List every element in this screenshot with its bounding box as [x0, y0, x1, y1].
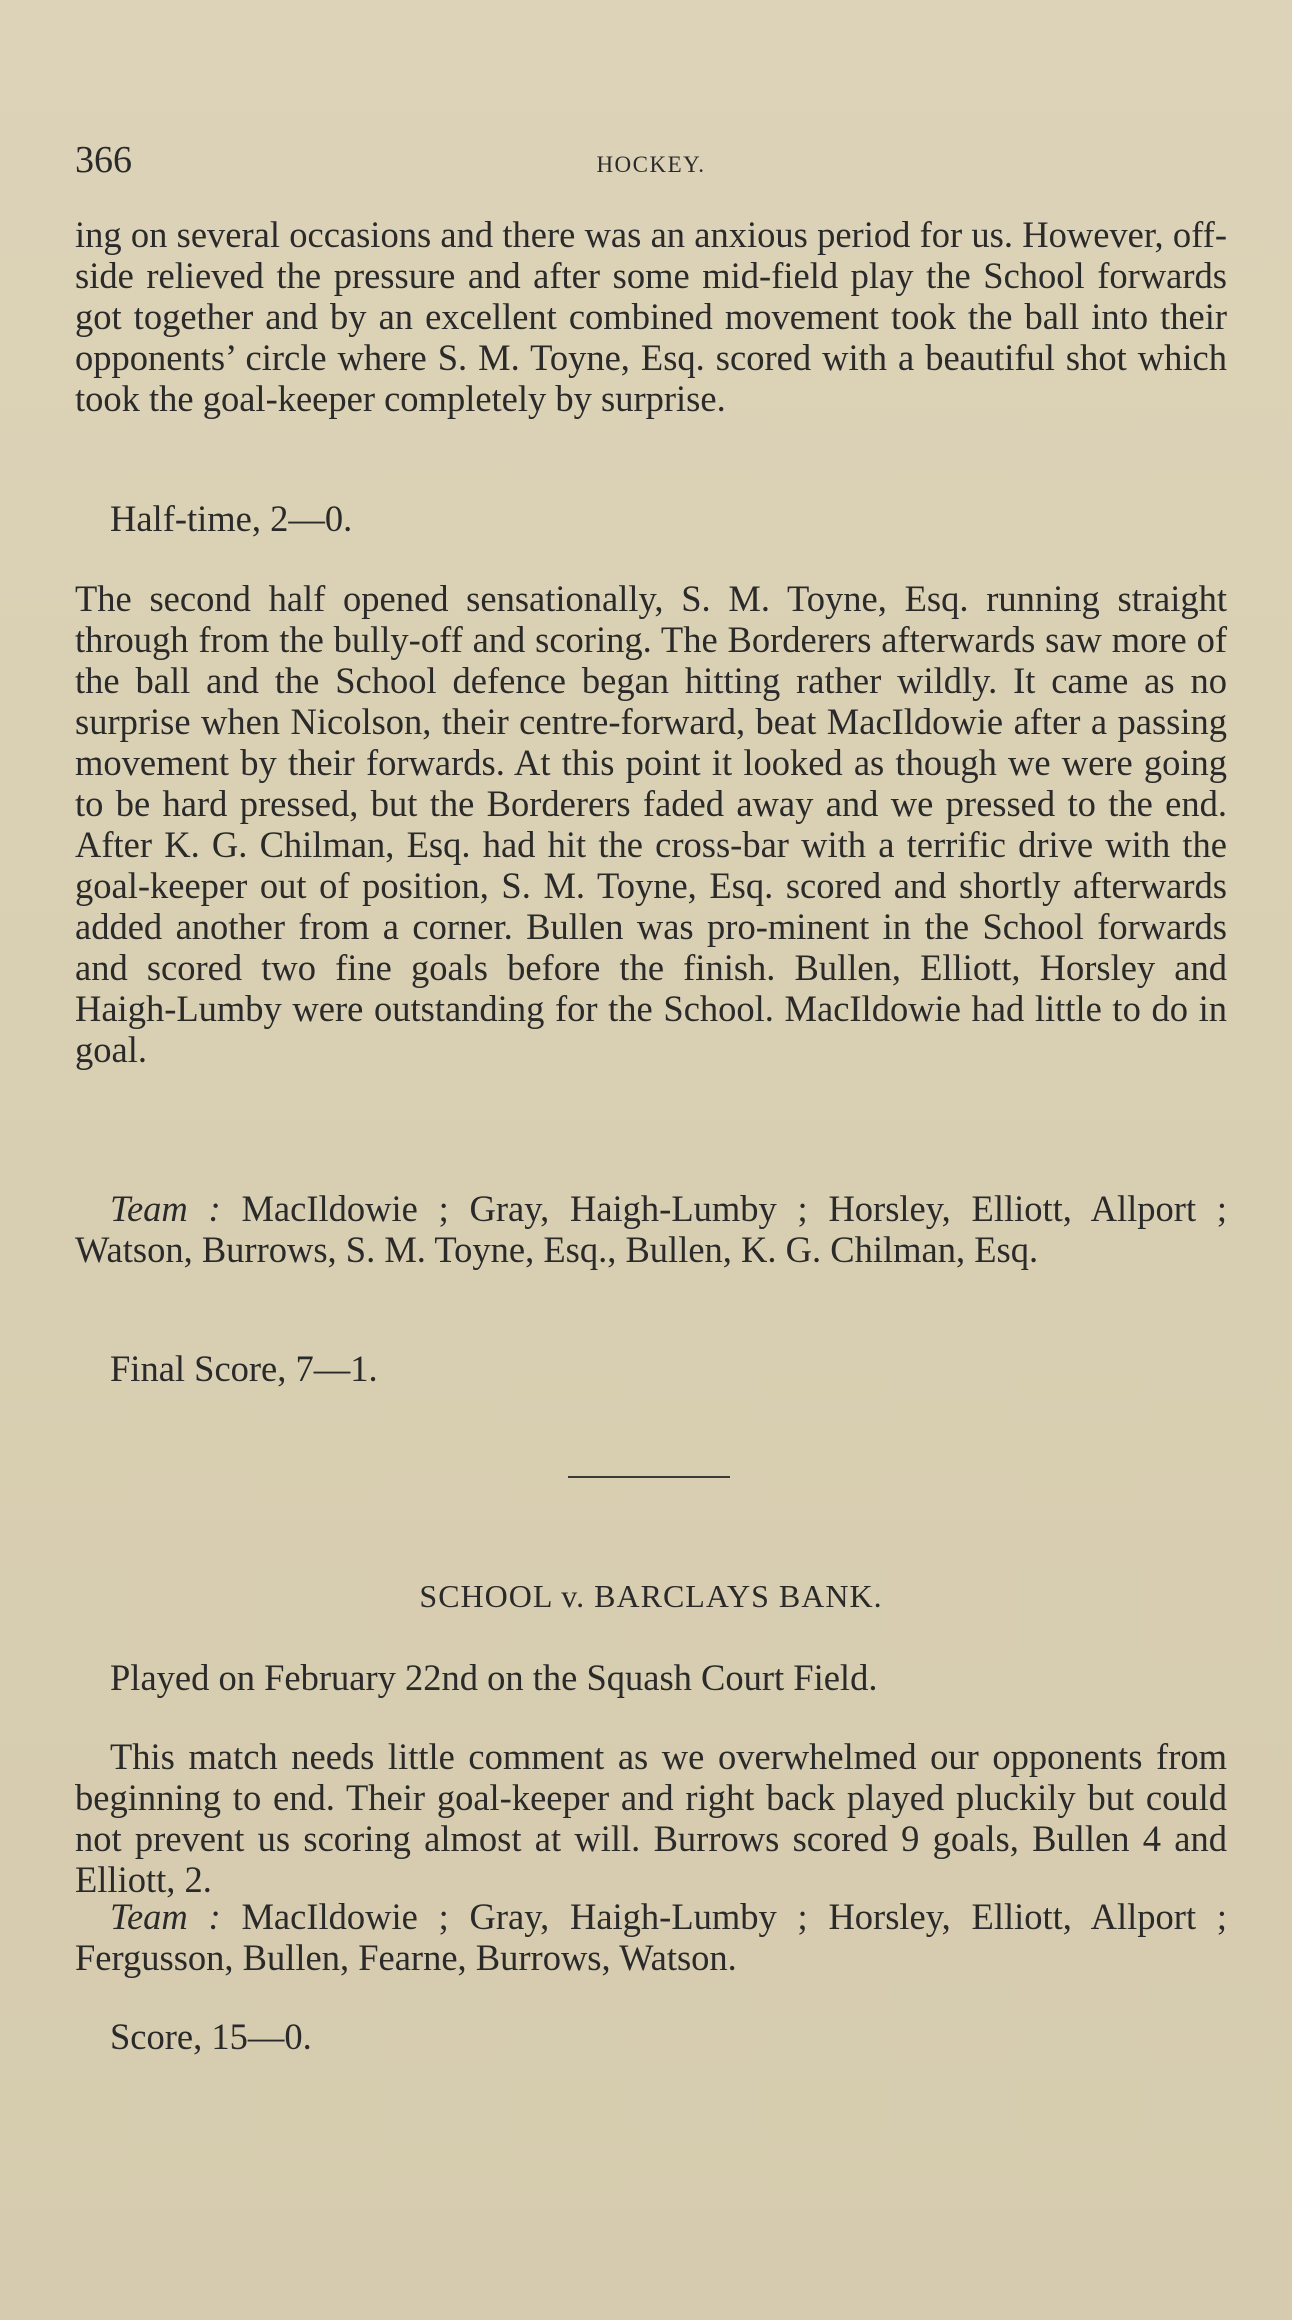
team-label: Team : — [110, 1896, 221, 1937]
paragraph-first-half-continuation: ing on several occasions and there was an anxious period for us. However, off-side relieved the pressure and after some mid-field play the School forwards got together and by an excellent combined movement took the ball into their opponents’ circle where S. M. Toyne, Esq. scored with a beautiful shot which took the goal-keeper completely by surprise. — [75, 214, 1227, 419]
team-members: MacIldowie ; Gray, Haigh-Lumby ; Horsley, Elliott, Allport ; Fergusson, Bullen, Fearne, Burrows, Watson. — [75, 1896, 1228, 1978]
half-time-score: Half-time, 2—0. — [110, 498, 353, 539]
paragraph-match-report: This match needs little comment as we overwhelmed our opponents from beginning to end. Their goal-keeper and right back played pluckily but could not prevent us scoring almost at will. Burrows scored 9 goals, Bullen 4 and Elliott, 2. — [75, 1736, 1227, 1900]
match-date-venue: Played on February 22nd on the Squash Court Field. — [110, 1657, 878, 1698]
team-members: MacIldowie ; Gray, Haigh-Lumby ; Horsley, Elliott, Allport ; Watson, Burrows, S. M. Toyne, Esq., Bullen, K. G. Chilman, Esq. — [75, 1188, 1228, 1270]
page-header — [75, 138, 1227, 188]
section-heading: SCHOOL v. BARCLAYS BANK. — [419, 1578, 883, 1614]
final-score: Final Score, 7—1. — [110, 1348, 378, 1389]
team-list-borderers-match — [75, 1188, 1227, 1270]
team-list-barclays-match — [75, 1896, 1227, 1978]
running-head: HOCKEY. — [596, 152, 706, 177]
page-number: 366 — [75, 139, 132, 181]
team-label: Team : — [110, 1188, 221, 1229]
paragraph-second-half: The second half opened sensationally, S. M. Toyne, Esq. running straight through from the bully-off and scoring. The Borderers afterwards saw more of the ball and the School defence began hitting rather wildly. It came as no surprise when Nicolson, their centre-forward, beat MacIldowie after a passing movement by their forwards. At this point it looked as though we were going to be hard pressed, but the Borderers faded away and we pressed to the end. After K. G. Chilman, Esq. had hit the cross-bar with a terrific drive with the goal-keeper out of position, S. M. Toyne, Esq. scored and shortly afterwards added another from a corner. Bullen was pro-minent in the School forwards and scored two fine goals before the finish. Bullen, Elliott, Horsley and Haigh-Lumby were outstanding for the School. MacIldowie had little to do in goal. — [75, 578, 1227, 1070]
match-score: Score, 15—0. — [110, 2016, 312, 2057]
section-divider — [568, 1476, 730, 1478]
